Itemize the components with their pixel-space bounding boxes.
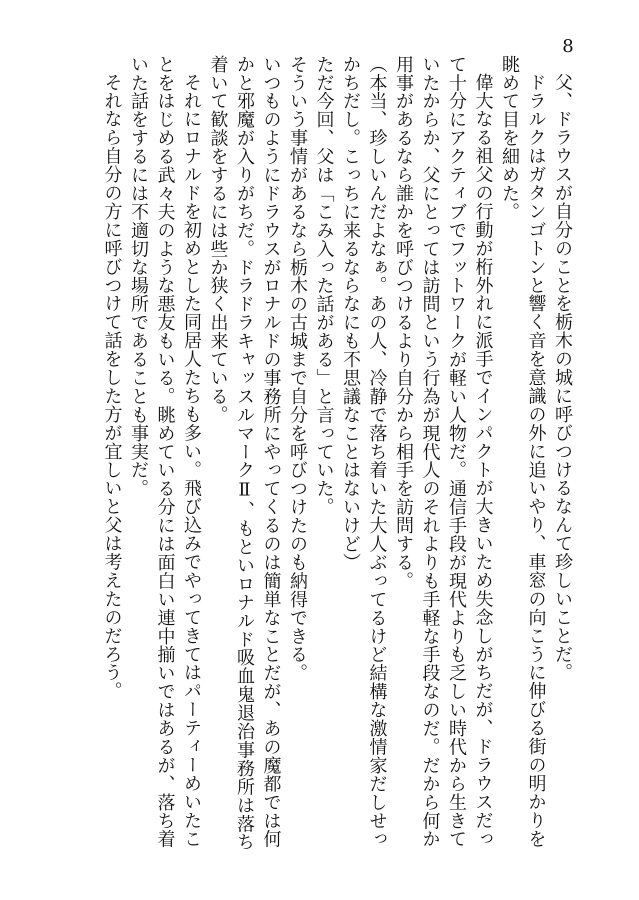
paragraph: 偉大なる祖父の行動が桁外れに派手でインパクトが大きいため失念しがちだが、ドラウスだって十分にアクティブでフットワークが軽い人物だ。通信手段が現代よりも乏しい時代から生きていたからか、父にとっては訪問という行為が現代人のそれよりも手軽な手段なのだ。だから何か用事があるなら誰かを呼びつけるより自分から相手を訪問する。 bbox=[393, 55, 494, 849]
paragraph: 父、ドラウスが自分のことを栃木の城に呼びつけるなんて珍しいことだ。 bbox=[552, 73, 573, 682]
vertical-text-body bbox=[55, 55, 575, 865]
paragraph: ただ今回、父は「こみ入った話がある」と言っていた。 bbox=[313, 55, 335, 517]
paragraph: ドラルクはガタンゴトンと響く音を意識の外に追いやり、車窓の向こうに伸びる街の明かりを眺めて目を細めた。 bbox=[499, 55, 547, 848]
paragraph: いつものようにドラウスがロナルドの事務所にやってくるのは簡単なことだが、あの魔都では何かと邪魔が入りがちだ。ドラドラキャッスルマークⅡ、もといロナルド吸血鬼退治事務所は落ち着いて歓談をするには些か狭く出来ている。 bbox=[207, 55, 282, 852]
paragraph: それにロナルドを初めとした同居人たちも多い。飛び込みでやってきてはパーティーめいたことをはじめる武々夫のような悪友もいる。眺めている分には面白い連中揃いではあるが、落ち着いた話をするには不適切な場所であることも事実だ。 bbox=[128, 55, 202, 849]
paragraph: それなら自分の方に呼びつけて話をした方が宜しいと父は考えたのだろう。 bbox=[101, 73, 123, 701]
paragraph: （本当、珍しいんだよなぁ。あの人、冷静で落ち着いた大人ぶってるけど結構な激情家だしせっかちだし。こっちに来るならなにも不思議なことはないけど） bbox=[340, 55, 388, 849]
page-number: 8 bbox=[562, 36, 574, 57]
paragraph: そういう事情があるなら栃木の古城まで自分を呼びつけたのも納得できる。 bbox=[287, 55, 308, 683]
